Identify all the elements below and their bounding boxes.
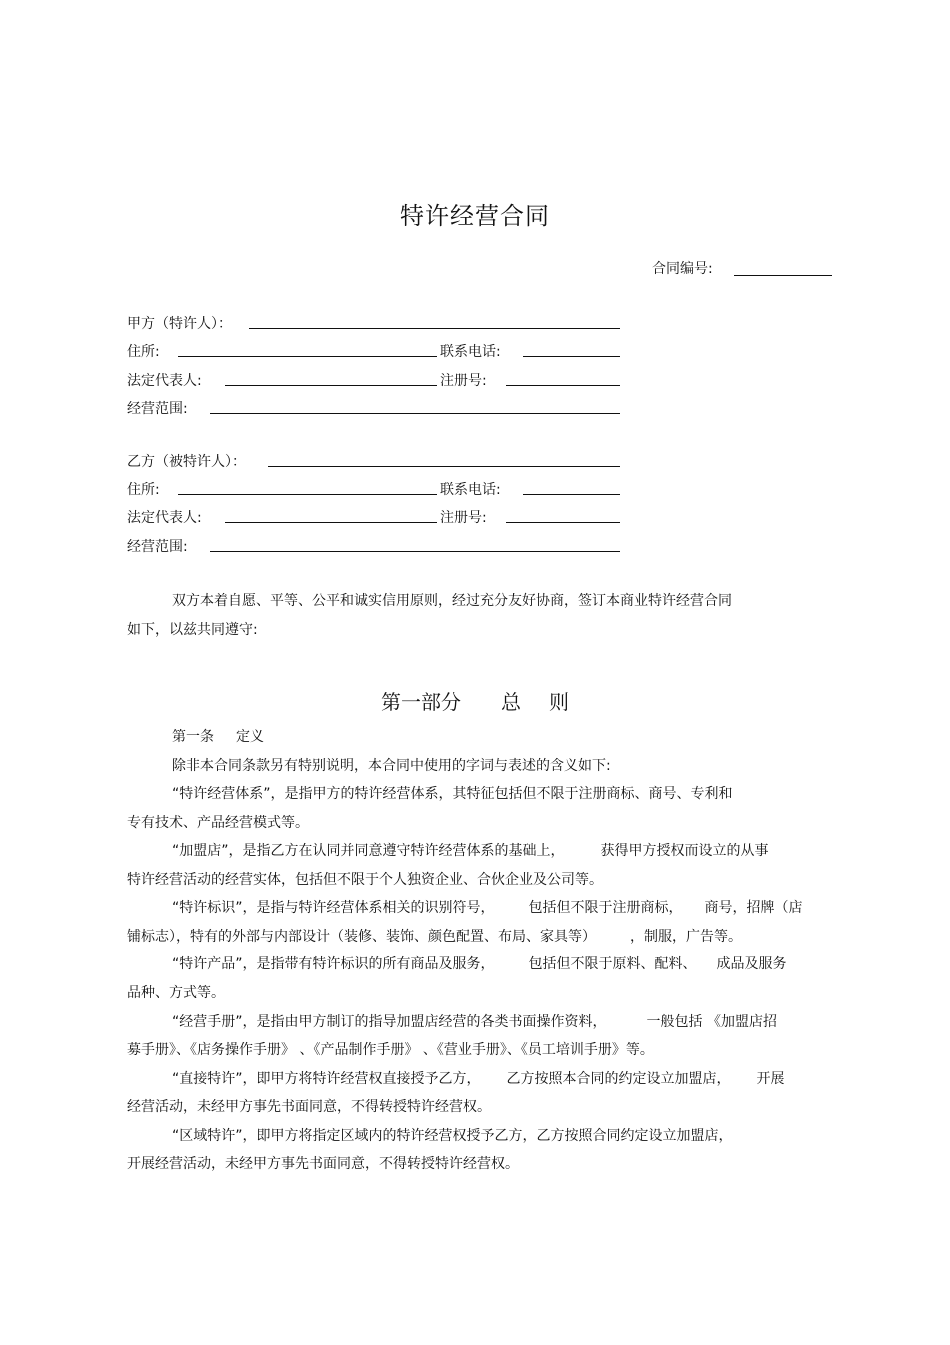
party-b-legal-rep-blank[interactable] — [225, 522, 437, 523]
party-a-legal-rep-label: 法定代表人: — [127, 373, 202, 389]
party-a-address-blank[interactable] — [178, 356, 437, 357]
party-a-reg-no-label: 注册号: — [440, 373, 487, 389]
definition-regional-franchise-line-2: 开展经营活动，未经甲方事先书面同意，不得转授特许经营权。 — [127, 1156, 519, 1172]
party-b-name-label: 乙方（被特许人）： — [127, 454, 246, 470]
party-a-reg-no-blank[interactable] — [506, 385, 620, 386]
definition-franchise-marks-part-3: 商号，招牌（店 — [704, 900, 803, 916]
definition-direct-franchise-part-3: 开展 — [756, 1071, 785, 1087]
definitions-intro: 除非本合同条款另有特别说明，本合同中使用的字词与表述的含义如下: — [172, 758, 611, 774]
definition-franchise-marks-part-2: 包括但不限于注册商标， — [528, 900, 683, 916]
definition-operations-manual-part-1: “经营手册”，是指由甲方制订的指导加盟店经营的各类书面操作资料， — [172, 1014, 607, 1030]
definition-direct-franchise-part-1: “直接特许”，即甲方将特许经营权直接授予乙方， — [172, 1071, 481, 1087]
part-1-title-word-2: 则 — [549, 690, 569, 714]
definition-direct-franchise-line-1 — [172, 1068, 785, 1088]
party-a-phone-label: 联系电话: — [440, 344, 501, 360]
definition-franchise-store-line-2: 特许经营活动的经营实体，包括但不限于个人独资企业、合伙企业及公司等。 — [127, 872, 603, 888]
party-b-phone-label: 联系电话: — [440, 482, 501, 498]
definition-operations-manual-line-1 — [172, 1011, 777, 1031]
party-a-phone-blank[interactable] — [523, 356, 620, 357]
definition-franchise-products-part-2: 包括但不限于原料、配料、 — [528, 956, 697, 972]
party-b-scope-label: 经营范围: — [127, 539, 188, 555]
party-a-name-label: 甲方（特许人）： — [127, 316, 232, 332]
party-a-scope-label: 经营范围: — [127, 401, 188, 417]
party-b-address-label: 住所: — [127, 482, 160, 498]
party-a-scope-blank[interactable] — [210, 413, 620, 414]
definition-regional-franchise-line-1: “区域特许”，即甲方将指定区域内的特许经营权授予乙方，乙方按照合同约定设立加盟店， — [172, 1128, 733, 1144]
definition-operations-manual-line-2: 募手册》、《店务操作手册》 、《产品制作手册》 、《营业手册》、《员工培训手册》等。 — [127, 1042, 654, 1058]
part-1-title-number: 第一部分 — [381, 690, 461, 714]
definition-franchise-products-part-1: “特许产品”，是指带有特许标识的所有商品及服务， — [172, 956, 495, 972]
definition-franchise-marks-line-1 — [172, 897, 803, 917]
party-b-scope-blank[interactable] — [210, 551, 620, 552]
definition-franchise-products-part-3: 成品及服务 — [716, 956, 787, 972]
definition-franchise-system-line-2: 专有技术、产品经营模式等。 — [127, 815, 309, 831]
party-b-address-blank[interactable] — [178, 494, 437, 495]
contract-number-label: 合同编号: — [652, 261, 713, 277]
definition-direct-franchise-part-2: 乙方按照本合同的约定设立加盟店， — [506, 1071, 731, 1087]
definition-franchise-marks-part-1: “特许标识”，是指与特许经营体系相关的识别符号， — [172, 900, 495, 916]
definition-franchise-marks-line-2 — [127, 926, 742, 946]
contract-number-blank[interactable] — [734, 275, 832, 276]
definition-direct-franchise-line-2: 经营活动，未经甲方事先书面同意，不得转授特许经营权。 — [127, 1099, 491, 1115]
article-1-title: 定义 — [236, 729, 264, 745]
party-b-phone-blank[interactable] — [523, 494, 620, 495]
definition-franchise-store-line-1 — [172, 840, 769, 860]
preamble-line-1: 双方本着自愿、平等、公平和诚实信用原则，经过充分友好协商，签订本商业特许经营合同 — [172, 593, 732, 609]
party-a-name-blank[interactable] — [249, 328, 620, 329]
party-b-reg-no-blank[interactable] — [506, 522, 620, 523]
party-a-legal-rep-blank[interactable] — [225, 385, 437, 386]
document-title: 特许经营合同 — [400, 202, 550, 230]
definition-franchise-store-part-2: 获得甲方授权而设立的从事 — [600, 843, 769, 859]
party-b-name-blank[interactable] — [268, 466, 620, 467]
article-1-heading — [172, 726, 264, 746]
definition-franchise-store-part-1: “加盟店”，是指乙方在认同并同意遵守特许经营体系的基础上， — [172, 843, 565, 859]
preamble-line-2: 如下，以兹共同遵守: — [127, 622, 258, 638]
part-1-title-word-1: 总 — [501, 690, 521, 714]
definition-franchise-products-line-1 — [172, 953, 787, 973]
party-b-legal-rep-label: 法定代表人: — [127, 510, 202, 526]
party-a-address-label: 住所: — [127, 344, 160, 360]
definition-franchise-system-line-1: “特许经营体系”，是指甲方的特许经营体系，其特征包括但不限于注册商标、商号、专利和 — [172, 786, 733, 802]
definition-franchise-products-line-2: 品种、方式等。 — [127, 985, 225, 1001]
definition-franchise-marks-part-5: ，制服，广告等。 — [630, 929, 742, 945]
part-1-title — [0, 686, 950, 715]
definition-franchise-marks-part-4: 铺标志），特有的外部与内部设计（装修、装饰、颜色配置、布局、家具等） — [127, 929, 596, 945]
article-1-number: 第一条 — [172, 729, 214, 745]
definition-operations-manual-part-2: 一般包括 《加盟店招 — [646, 1014, 777, 1030]
party-b-reg-no-label: 注册号: — [440, 510, 487, 526]
